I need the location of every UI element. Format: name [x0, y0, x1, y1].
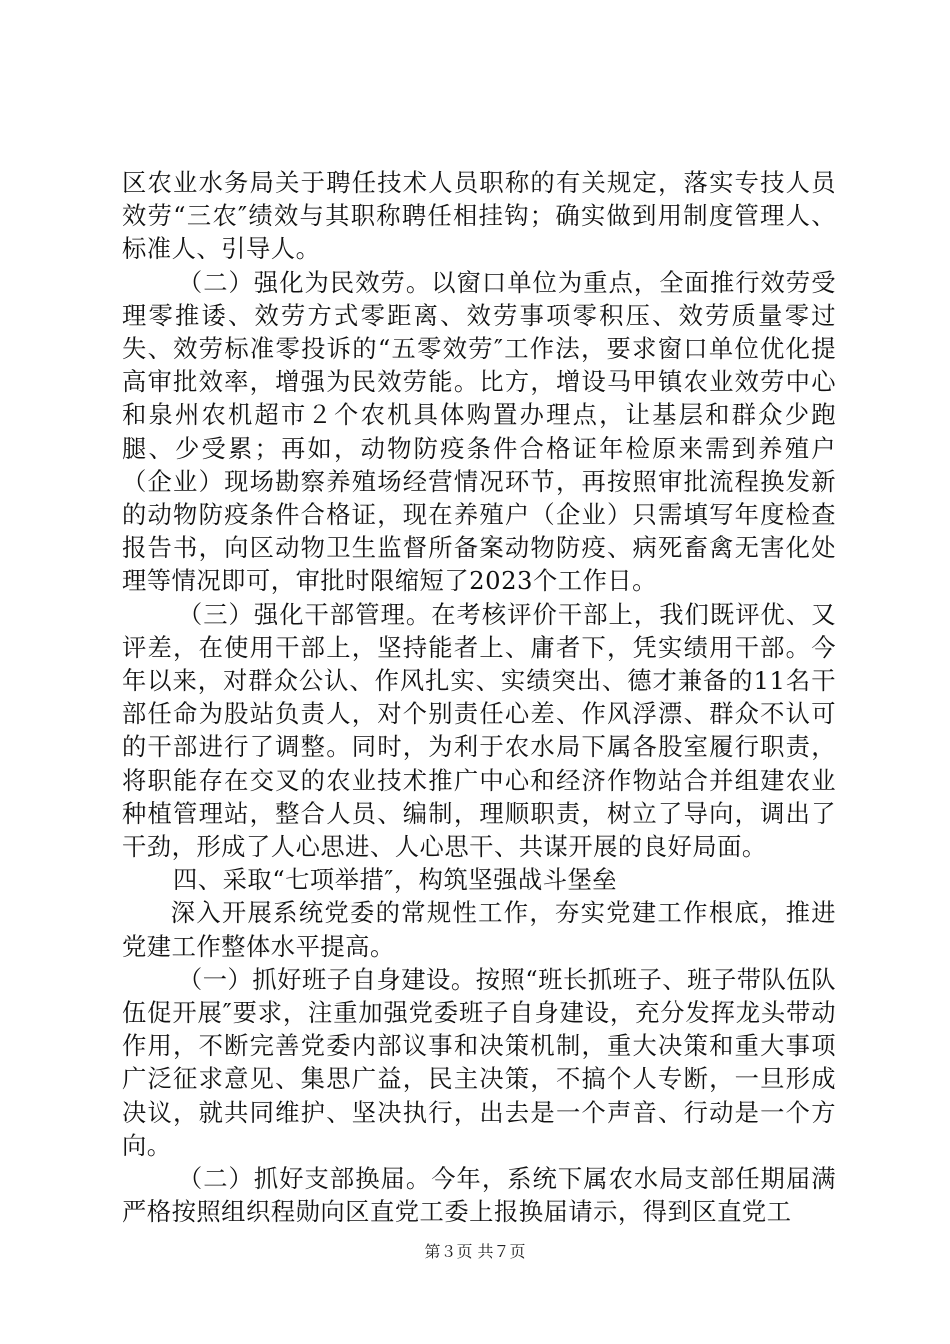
paragraph-leadership: （一）抓好班子自身建设。按照“班长抓班子、班子带队伍队伍促开展″要求，注重加强党委班子自身建设，充分发挥龙头带动作用，不断完善党委内部议事和决策机制，重大决策和重大事项广泛征求意见、集思广益，民主决策，不搞个人专断，一旦形成决议，就共同维护、坚决执行，出去是一个声音、行动是一个方向。	[122, 964, 836, 1160]
paragraph-continued: 区农业水务局关于聘任技术人员职称的有关规定，落实专技人员效劳“三农″绩效与其职称聘任相挂钩；确实做到用制度管理人、标准人、引导人。	[122, 168, 836, 264]
paragraph-branch-election: （二）抓好支部换届。今年，系统下属农水局支部任期届满严格按照组织程勋向区直党工委上报换届请示，得到区直党工	[122, 1164, 836, 1227]
page-footer: 第３页 共７页	[424, 1242, 526, 1261]
paragraph-cadre-management: （三）强化干部管理。在考核评价干部上，我们既评优、又评差，在使用干部上，坚持能者上、庸者下，凭实绩用干部。今年以来，对群众公认、作风扎实、实绩突出、德才兼备的11名干部任命为股站负责人，对个别责任心差、作风浮漂、群众不认可的干部进行了调整。同时，为利于农水局下属各股室履行职责，将职能存在交叉的农业技术推广中心和经济作物站合并组建农业种植管理站，整合人员、编制，理顺职责，树立了导向，调出了干劲，形成了人心思进、人心思干、共谋开展的良好局面。	[122, 599, 836, 862]
section-heading-four: 四、采取“七项举措″，构筑坚强战斗堡垒	[173, 865, 618, 895]
paragraph-intro: 深入开展系统党委的常规性工作，夯实党建工作根底，推进党建工作整体水平提高。	[122, 898, 836, 961]
paragraph-service: （二）强化为民效劳。以窗口单位为重点，全面推行效劳受理零推诿、效劳方式零距离、效劳事项零积压、效劳质量零过失、效劳标准零投诉的“五零效劳″工作法，要求窗口单位优化提高审批效率，增强为民效劳能。比方，增设马甲镇农业效劳中心和泉州农机超市２个农机具体购置办理点，让基层和群众少跑腿、少受累；再如，动物防疫条件合格证年检原来需到养殖户（企业）现场勘察养殖场经营情况环节，再按照审批流程换发新的动物防疫条件合格证，现在养殖户（企业）只需填写年度检查报告书，向区动物卫生监督所备案动物防疫、病死畜禽无害化处理等情况即可，审批时限缩短了2023个工作日。	[122, 267, 836, 596]
document-body	[122, 166, 836, 1229]
